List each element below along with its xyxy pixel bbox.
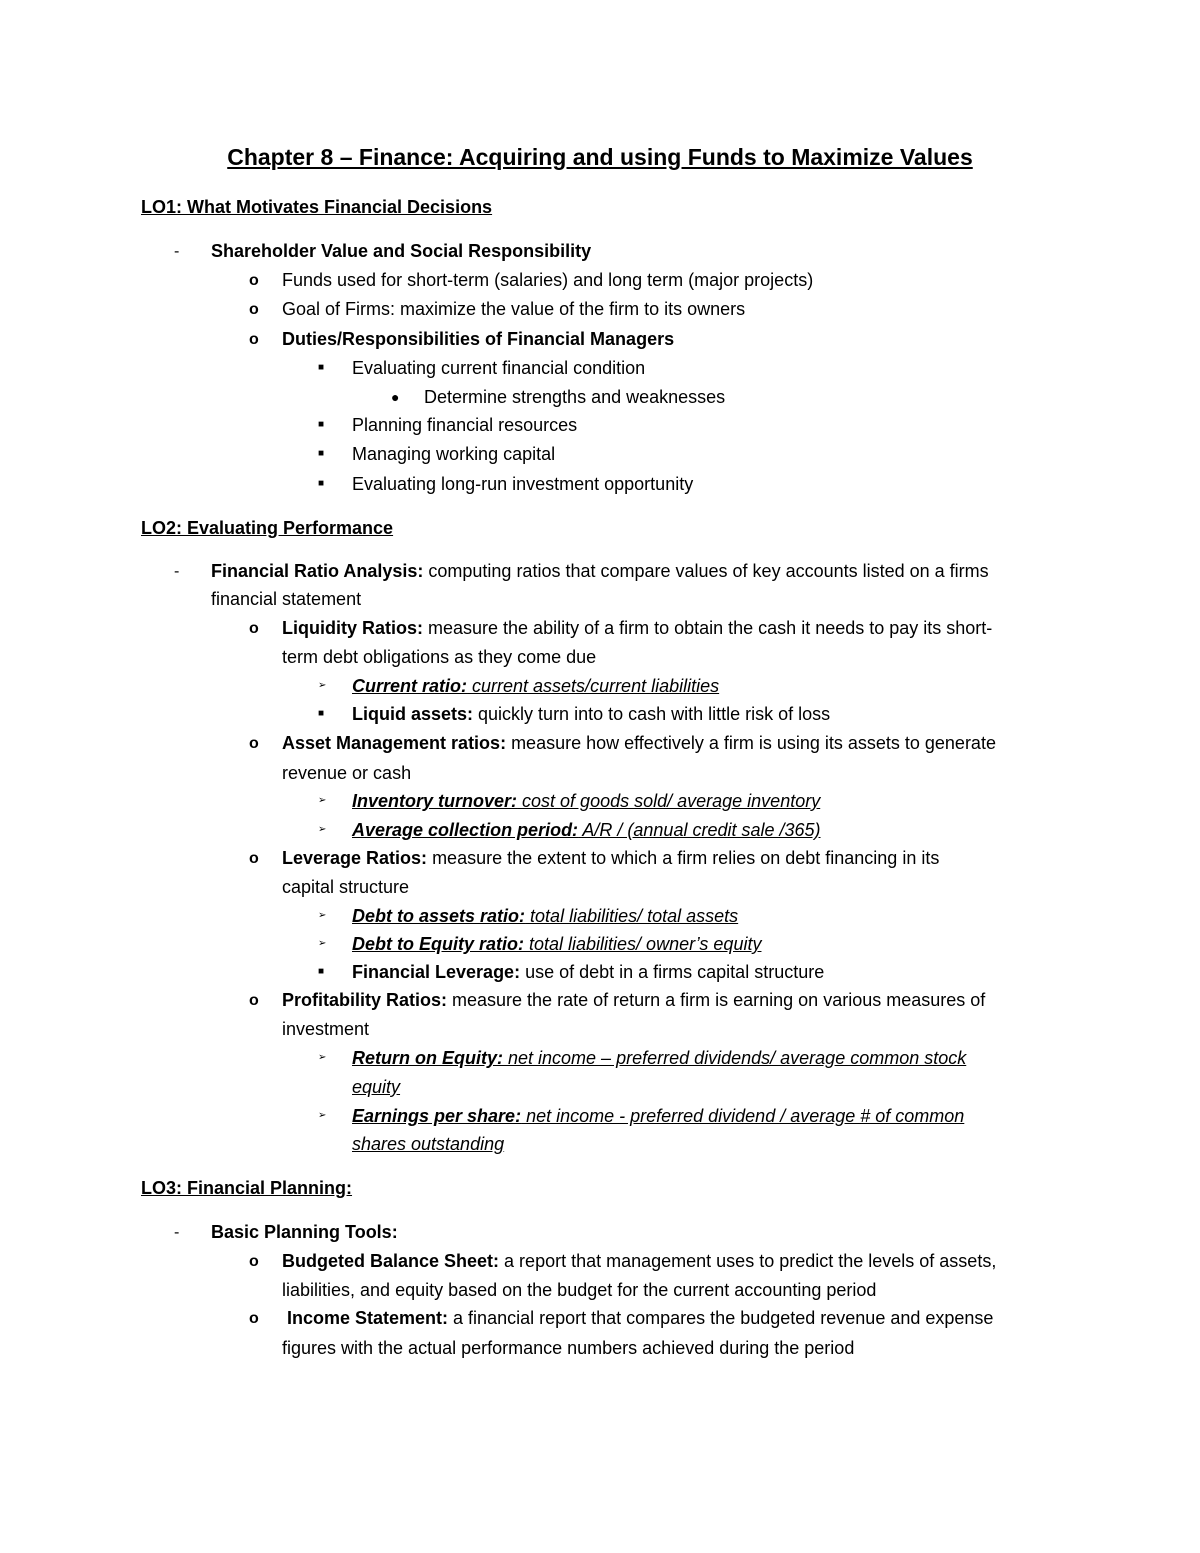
- earnings-per-share: Earnings per share: net income - preferred dividend / average # of common: [352, 1106, 965, 1126]
- liq-line-1: Liquidity Ratios: measure the ability of a firm to obtain the cash it needs to pay its short-: [282, 618, 993, 638]
- arrow-bullet: ➢: [318, 1110, 327, 1121]
- pr-line-2: investment: [282, 1019, 370, 1039]
- dash-bullet: -: [174, 243, 180, 260]
- current-ratio: Current ratio: current assets/current liabilities: [352, 676, 720, 696]
- square-bullet: ■: [318, 708, 325, 719]
- bbs-line-2: liabilities, and equity based on the budget for the current accounting period: [282, 1280, 877, 1300]
- lo3-item: Basic Planning Tools:: [211, 1222, 398, 1242]
- lo1-heading: LO1: What Motivates Financial Decisions: [141, 197, 493, 217]
- bbs-line-1: Budgeted Balance Sheet: a report that management uses to predict the levels of assets,: [282, 1251, 997, 1271]
- liq-line-2: term debt obligations as they come due: [282, 647, 597, 667]
- o-bullet: o: [249, 272, 259, 289]
- dash-bullet: -: [174, 563, 180, 580]
- earnings-per-share-cont: shares outstanding: [352, 1134, 505, 1154]
- arrow-bullet: ➢: [318, 938, 327, 949]
- debt-to-assets: Debt to assets ratio: total liabilities/ total assets: [352, 906, 739, 926]
- lo1-sub1: Funds used for short-term (salaries) and long term (major projects): [282, 270, 814, 290]
- o-bullet: o: [249, 850, 259, 867]
- lo3-heading: LO3: Financial Planning:: [141, 1178, 353, 1198]
- duty-item: Managing working capital: [352, 444, 556, 464]
- am-line-2: revenue or cash: [282, 763, 412, 783]
- o-bullet: o: [249, 1310, 259, 1327]
- avg-collection-period: Average collection period: A/R / (annual credit sale /365): [352, 820, 821, 840]
- dot-bullet: ●: [391, 389, 400, 405]
- arrow-bullet: ➢: [318, 910, 327, 921]
- o-bullet: o: [249, 331, 259, 348]
- is-line-1: Income Statement: a financial report that compares the budgeted revenue and expense: [287, 1308, 994, 1328]
- lo1-item: Shareholder Value and Social Responsibility: [211, 241, 592, 261]
- arrow-bullet: ➢: [318, 1052, 327, 1063]
- square-bullet: ■: [318, 966, 325, 977]
- duty-item: Evaluating long-run investment opportunity: [352, 474, 694, 494]
- square-bullet: ■: [318, 478, 325, 489]
- lev-line-1: Leverage Ratios: measure the extent to which a firm relies on debt financing in its: [282, 848, 940, 868]
- square-bullet: ■: [318, 448, 325, 459]
- dash-bullet: -: [174, 1224, 180, 1241]
- duty-item: Evaluating current financial condition: [352, 358, 646, 378]
- arrow-bullet: ➢: [318, 680, 327, 691]
- page-title: Chapter 8 – Finance: Acquiring and using Funds to Maximize Values: [227, 144, 973, 170]
- o-bullet: o: [249, 735, 259, 752]
- debt-to-equity: Debt to Equity ratio: total liabilities/ owner’s equity: [352, 934, 762, 954]
- arrow-bullet: ➢: [318, 795, 327, 806]
- fra-line-2: financial statement: [211, 589, 362, 609]
- lo1-sub3: Duties/Responsibilities of Financial Managers: [282, 329, 675, 349]
- liquid-assets: Liquid assets: quickly turn into to cash with little risk of loss: [352, 704, 831, 724]
- lev-line-2: capital structure: [282, 877, 410, 897]
- am-line-1: Asset Management ratios: measure how effectively a firm is using its assets to generate: [282, 733, 996, 753]
- square-bullet: ■: [318, 362, 325, 373]
- o-bullet: o: [249, 301, 259, 318]
- o-bullet: o: [249, 620, 259, 637]
- lo2-heading: LO2: Evaluating Performance: [141, 518, 394, 538]
- fra-line-1: Financial Ratio Analysis: computing ratios that compare values of key accounts listed on a firms: [211, 561, 989, 581]
- square-bullet: ■: [318, 419, 325, 430]
- duty-item: Planning financial resources: [352, 415, 578, 435]
- lo1-sub2: Goal of Firms: maximize the value of the firm to its owners: [282, 299, 746, 319]
- is-line-2: figures with the actual performance numbers achieved during the period: [282, 1338, 855, 1358]
- o-bullet: o: [249, 992, 259, 1009]
- return-on-equity: Return on Equity: net income – preferred dividends/ average common stock: [352, 1048, 967, 1068]
- arrow-bullet: ➢: [318, 824, 327, 835]
- return-on-equity-cont: equity: [352, 1077, 401, 1097]
- duty-subitem: Determine strengths and weaknesses: [424, 387, 726, 407]
- o-bullet: o: [249, 1253, 259, 1270]
- inventory-turnover: Inventory turnover: cost of goods sold/ average inventory: [352, 791, 821, 811]
- financial-leverage: Financial Leverage: use of debt in a firms capital structure: [352, 962, 825, 982]
- pr-line-1: Profitability Ratios: measure the rate of return a firm is earning on various measures of: [282, 990, 986, 1010]
